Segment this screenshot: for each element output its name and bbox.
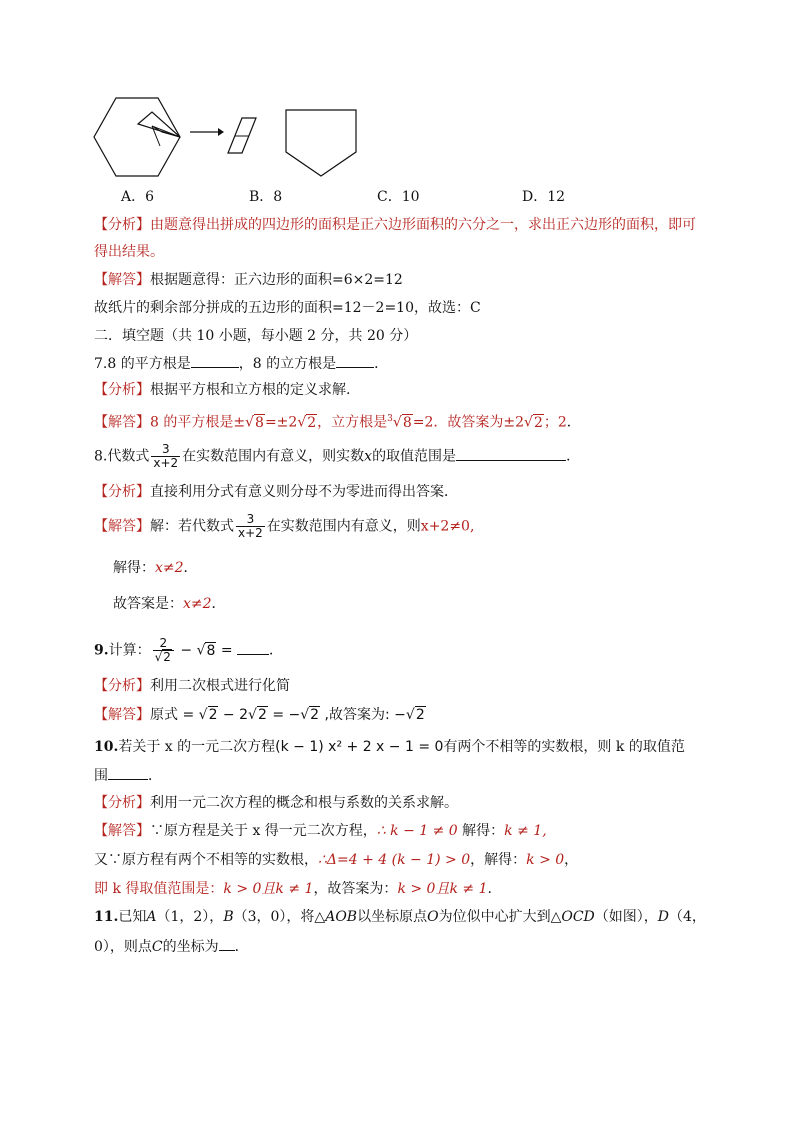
q7-answer-c: =2．故答案为 xyxy=(412,414,504,431)
q8-final-end: ． xyxy=(211,596,226,612)
q8-analysis xyxy=(94,482,458,502)
q9-prefix: 9. xyxy=(94,642,109,659)
q10-l2-e: ， xyxy=(564,852,579,868)
q11-point-c: C xyxy=(151,939,163,955)
q8-text-a: 在实数范围内有意义，则实数 xyxy=(182,448,365,465)
folded-triangle xyxy=(138,112,180,137)
q11-l1-b: （1，2）， xyxy=(156,909,224,925)
q7-answer-eq: =±2 xyxy=(264,414,298,431)
q9-answer: 【解答】原式 = √2 − 2√2 = −√2 ,故答案为: −√2 xyxy=(94,707,425,723)
q10-l3-a: 即 k 得取值范围是： xyxy=(94,881,224,897)
q9-analysis xyxy=(94,676,290,696)
q8-answer-fraction xyxy=(236,513,265,540)
q11-triangle-ocd: OCD xyxy=(561,909,595,925)
q11-point-o: O xyxy=(427,909,439,925)
q9-answer-a: 原式 = xyxy=(150,707,199,723)
q8-final-val: x≠2 xyxy=(183,596,212,612)
q10-question-line1 xyxy=(94,737,685,757)
q11-l1-d: 以坐标原点 xyxy=(357,909,428,925)
q9-answer-eq: = − xyxy=(267,707,301,723)
q11-question-line2 xyxy=(94,936,249,957)
q9-answer-m: − 2 xyxy=(218,707,249,723)
q10-answer-line2 xyxy=(94,850,578,870)
q7-text-b: ，8 的立方根是 xyxy=(238,356,337,372)
q8-var-x: x xyxy=(364,448,373,465)
q7-analysis xyxy=(94,380,350,400)
q9-eq: = xyxy=(216,642,238,659)
q9-answer-r4: 2 xyxy=(415,707,425,723)
q7-answer-root8: 8 xyxy=(255,414,264,431)
analysis-tag: 【分析】 xyxy=(94,484,150,500)
q10-question-line2 xyxy=(94,765,162,786)
q7-text-a: 7.8 的平方根是 xyxy=(94,356,191,372)
q10-l2-a: 又∵原方程有两个不相等的实数根， xyxy=(94,852,318,868)
q6-answer-line1 xyxy=(94,270,403,290)
q11-blank xyxy=(219,936,235,951)
q10-analysis xyxy=(94,793,458,813)
analysis-tag: 【分析】 xyxy=(94,678,150,694)
q7-blank-2 xyxy=(336,353,374,368)
q7-answer: 【解答】8 的平方根是±√8=±2√2，立方根是$^3$√8=2．故答案为±2√2；2． xyxy=(94,414,581,431)
q9-answer-r1: 2 xyxy=(208,707,218,723)
q10-equation: (k − 1) x² + 2 x − 1 = 0 xyxy=(275,739,444,755)
q10-l1-b: ∴ k − 1 ≠ 0 xyxy=(376,823,458,839)
q8-text-b: 的取值范围是 xyxy=(372,448,457,465)
analysis-tag: 【分析】 xyxy=(94,795,150,811)
q6-analysis-line1 xyxy=(94,215,696,235)
q11-l2-c: ． xyxy=(234,939,249,955)
q7-final-root: 2 xyxy=(533,414,543,431)
q10-l1-c: 解得： xyxy=(457,823,505,839)
q9-blank xyxy=(237,640,269,655)
q8-prefix: 8.代数式 xyxy=(94,448,150,465)
q8-answer-cond: x+2≠0, xyxy=(420,518,475,535)
q10-l3-e: . xyxy=(487,881,492,897)
q10-l2-d: k > 0 xyxy=(526,852,565,868)
q10-l1-d: k ≠ 1, xyxy=(504,823,547,839)
option-c: C．10 xyxy=(377,189,420,205)
q7-blank-1 xyxy=(191,353,239,368)
q8-analysis-text: 直接利用分式有意义则分母不为零进而得出答案． xyxy=(150,484,458,500)
q9-fraction xyxy=(153,637,174,664)
option-b: B．8 xyxy=(249,189,283,205)
q8-text-c: ． xyxy=(566,448,581,465)
q9-frac-num: 2 xyxy=(153,637,174,651)
q11-l1-e: 为位似中心扩大到△ xyxy=(438,909,562,925)
q8-final-label: 故答案是： xyxy=(113,596,183,612)
answer-tag: 【解答】 xyxy=(94,272,150,288)
q7-final2: 2 xyxy=(557,414,567,431)
q11-point-d: D xyxy=(657,909,670,925)
q9-answer-b: ,故答案为: − xyxy=(320,707,406,723)
option-a: A．6 xyxy=(121,189,155,205)
q10-l2-b: ∴Δ=4 + 4 (k − 1) > 0 xyxy=(318,852,471,868)
q8-answer xyxy=(94,513,474,540)
q7-cube-radicand: 8 xyxy=(402,414,412,431)
q10-answer-line3 xyxy=(94,879,492,899)
q8-solve xyxy=(113,558,198,578)
q8-solve-label: 解得： xyxy=(113,560,155,576)
q8-solve-end: ． xyxy=(183,560,198,576)
q6-analysis-text: 由题意得出拼成的四边形的面积是正六边形面积的六分之一，求出正六边形的面积，即可 xyxy=(150,217,696,233)
q9-end: ． xyxy=(269,642,284,659)
q7-text-c: ． xyxy=(374,356,389,372)
q9-frac-den: √2 xyxy=(154,650,171,664)
q11-l1-c: （3，0），将△ xyxy=(233,909,326,925)
q11-point-b: B xyxy=(223,909,234,925)
q8-question xyxy=(94,443,580,470)
q6-answer-text: 根据题意得：正六边形的面积=6×2=12 xyxy=(150,272,403,288)
q11-triangle-aob: AOB xyxy=(325,909,358,925)
q11-question-line1 xyxy=(94,907,706,927)
q7-final1: ±2 xyxy=(503,414,525,431)
q7-answer-b: ，立方根是 xyxy=(317,414,388,431)
q7-question xyxy=(94,353,388,374)
q6-answer-line2: 故纸片的剩余部分拼成的五边形的面积=12－2=10，故选：C xyxy=(94,300,481,316)
q11-prefix: 11. xyxy=(94,909,119,925)
section-title: 二．填空题（共 10 小题，每小题 2 分，共 20 分） xyxy=(94,328,418,344)
q11-point-a: A xyxy=(146,909,157,925)
q9-question: 9.计算： $\frac{2}{√2}$ − √8 = ． xyxy=(94,636,284,664)
answer-tag: 【解答】 xyxy=(94,707,150,723)
geometry-figure xyxy=(90,94,370,184)
q10-prefix: 10. xyxy=(94,739,119,755)
q9-frac-den-radicand: 2 xyxy=(163,650,171,664)
q10-blank xyxy=(108,765,148,780)
q8-answer-b: 在实数范围内有意义，则 xyxy=(266,518,421,535)
q8-final xyxy=(113,594,226,614)
q8-answer-a: 解：若代数式 xyxy=(150,518,234,535)
q11-l1-f: （如图）， xyxy=(594,909,658,925)
analysis-tag: 【分析】 xyxy=(94,382,150,398)
q11-l2-b: 的坐标为 xyxy=(162,939,219,955)
q10-l1-a: ∵原方程是关于 x 得一元二次方程， xyxy=(150,823,377,839)
q10-text-d: ． xyxy=(148,768,162,784)
q7-answer-root2: 2 xyxy=(307,414,317,431)
option-d: D．12 xyxy=(522,189,566,205)
q11-l1-g: （4， xyxy=(669,909,706,925)
q8-fraction xyxy=(151,443,180,470)
q8-frac-num: 3 xyxy=(151,443,180,457)
answer-tag: 【解答】 xyxy=(94,518,150,535)
q10-l3-c: ，故答案为： xyxy=(313,881,398,897)
q10-text-b: 有两个不相等的实数根，则 k 的取值范 xyxy=(443,739,685,755)
q10-l2-c: ，解得： xyxy=(470,852,527,868)
q7-answer-a: 8 的平方根是 xyxy=(150,414,234,431)
q9-analysis-text: 利用二次根式进行化简 xyxy=(150,678,290,694)
q10-answer-line1 xyxy=(94,821,547,841)
answer-tag: 【解答】 xyxy=(94,823,150,839)
q7-answer-e: ． xyxy=(566,414,581,431)
pentagon-shape xyxy=(286,110,356,176)
q8-solve-val: x≠2 xyxy=(155,560,184,576)
q7-cube-index: 3 xyxy=(387,414,393,424)
q8-answer-frac-num: 3 xyxy=(236,513,265,527)
arrow-head xyxy=(218,128,224,136)
q11-l1-a: 已知 xyxy=(118,909,147,925)
q8-answer-frac-den: x+2 xyxy=(238,526,263,540)
q9-text: 计算： xyxy=(108,642,151,659)
q10-text-a: 若关于 x 的一元二次方程 xyxy=(118,739,276,755)
q11-l2-a: 0），则点 xyxy=(94,939,152,955)
q7-answer-d: ； xyxy=(543,414,558,431)
q9-answer-r2: 2 xyxy=(257,707,267,723)
analysis-tag: 【分析】 xyxy=(94,217,150,233)
q10-analysis-text: 利用一元二次方程的概念和根与系数的关系求解。 xyxy=(150,795,458,811)
q7-analysis-text: 根据平方根和立方根的定义求解. xyxy=(150,382,351,398)
q7-answer-pm: ± xyxy=(233,414,246,431)
hexagon-shape xyxy=(94,98,180,176)
q10-text-c: 围 xyxy=(94,768,108,784)
q9-root8: 8 xyxy=(206,642,216,659)
q6-analysis-line2: 得出结果。 xyxy=(94,244,164,260)
q8-frac-den: x+2 xyxy=(153,456,179,470)
q9-answer-r3: 2 xyxy=(310,707,320,723)
q10-l3-d: k > 0且k ≠ 1 xyxy=(397,881,488,897)
q9-minus: − xyxy=(175,642,197,659)
q10-l3-b: k > 0且k ≠ 1 xyxy=(223,881,314,897)
q8-blank xyxy=(456,446,566,461)
answer-tag: 【解答】 xyxy=(94,414,150,431)
